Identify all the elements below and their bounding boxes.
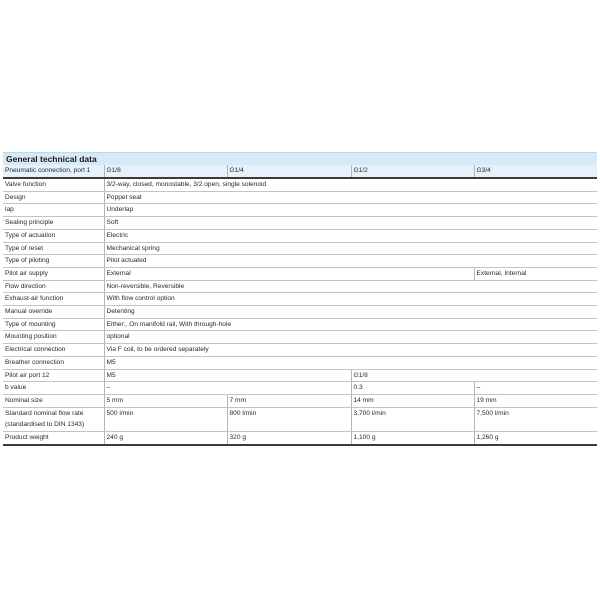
row-value: Pilot actuated [104,255,597,268]
row-label: Exhaust-air function [3,293,104,306]
row-value: 1,260 g [474,432,597,445]
row-value: M5 [104,356,597,369]
row-value: 7 mm [227,394,351,407]
section-title: General technical data [3,152,597,165]
row-value: External [104,267,474,280]
row-label: Type of mounting [3,318,104,331]
row-value: 5 mm [104,394,227,407]
row-value: Non-reversible, Reversible [104,280,597,293]
header-label: Pneumatic connection, port 1 [3,165,104,178]
table-row [3,382,597,395]
row-label: Standard nominal flow rate (standardised to DIN 1343) [3,407,104,431]
row-label: Type of reset [3,242,104,255]
row-label: Nominal size [3,394,104,407]
row-value: optional [104,331,597,344]
row-value: – [104,382,351,395]
table-row [3,318,597,331]
row-value: 14 mm [351,394,474,407]
table-row [3,255,597,268]
row-value: 800 l/min [227,407,351,431]
table-row [3,356,597,369]
table-row [3,191,597,204]
row-value: Underlap [104,204,597,217]
row-value: Poppet seat [104,191,597,204]
row-label: Breather connection [3,356,104,369]
row-label: Type of piloting [3,255,104,268]
row-value: 3,700 l/min [351,407,474,431]
table-row [3,407,597,431]
header-col-g1-4: G1/4 [227,165,351,178]
row-value: Mechanical spring [104,242,597,255]
row-value: M5 [104,369,351,382]
row-value: Detenting [104,306,597,319]
table-row [3,280,597,293]
row-label: Type of actuation [3,229,104,242]
row-label: lap [3,204,104,217]
row-value: 500 l/min [104,407,227,431]
row-value: 1,100 g [351,432,474,445]
table-row [3,306,597,319]
row-value: With flow control option [104,293,597,306]
row-value: 320 g [227,432,351,445]
row-value: 19 mm [474,394,597,407]
row-label: Pilot air supply [3,267,104,280]
row-label: Valve function [3,178,104,191]
row-value: 0.3 [351,382,474,395]
row-value: 3/2-way, closed, monostable, 3/2 open, single solenoid [104,178,597,191]
row-value: Electric [104,229,597,242]
row-label: Design [3,191,104,204]
table-row [3,217,597,230]
table-row [3,344,597,357]
header-col-g3-4: G3/4 [474,165,597,178]
row-label: Product weight [3,432,104,445]
row-label: b value [3,382,104,395]
row-value: Either:, On manifold rail, With through-hole [104,318,597,331]
table-row [3,267,597,280]
technical-data-sheet [3,152,597,446]
row-value: – [474,382,597,395]
row-value: G1/8 [351,369,597,382]
table-row [3,229,597,242]
technical-data-table [3,165,597,446]
table-row [3,369,597,382]
row-label: Manual override [3,306,104,319]
header-col-g1-8: G1/8 [104,165,227,178]
row-label: Sealing principle [3,217,104,230]
table-row [3,204,597,217]
table-header-row [3,165,597,178]
row-value: 7,500 l/min [474,407,597,431]
row-value: 240 g [104,432,227,445]
table-row [3,178,597,191]
table-row [3,331,597,344]
row-value: Via F coil, to be ordered separately [104,344,597,357]
row-label: Mounting position [3,331,104,344]
row-label: Flow direction [3,280,104,293]
table-row [3,394,597,407]
row-label: Pilot air port 12 [3,369,104,382]
header-col-g1-2: G1/2 [351,165,474,178]
row-value: Soft [104,217,597,230]
table-row [3,242,597,255]
row-label: Electrical connection [3,344,104,357]
table-row [3,432,597,445]
row-value: External, Internal [474,267,597,280]
table-row [3,293,597,306]
